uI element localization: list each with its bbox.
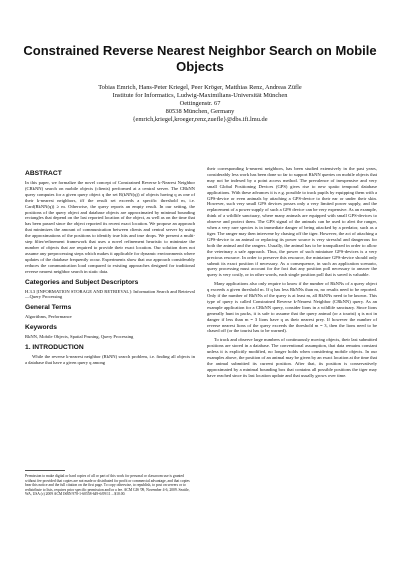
terms-text: Algorithms, Performance [25,314,72,320]
intro-heading: 1. INTRODUCTION [25,344,84,352]
intro-text: While the reverse k-nearest neighbor (RkNN) search problem, i.e. finding all objects in a database that have a given query q among [25,354,195,366]
author-names: Tobias Emrich, Hans-Peter Kriegel, Peer Kröger, Matthias Renz, Andreas Züfle [98,84,302,91]
street: Oettingenstr. 67 [179,100,221,107]
email: {emrich,kriegel,kroeger,renz,zuefle}@dbs.ifi.lmu.de [132,116,268,123]
institution: Institute for Informatics, Ludwig-Maximilians-Universität München [112,92,288,99]
copyright-footnote: Permission to make digital or hard copies of all or part of this work for personal or classroom use is granted without fee provided that copies are not made or distributed for profit or commercial advantage, and that copies bear this notice and the full citation on the first page. To copy otherwise, to republish, to post on servers or to redistribute to lists, requires prior specific permission and/or a fee. ACM GIS '09, November 4-6, 2009. Seattle, WA, USA (c) 2009 ACM ISBN 978-1-60558-649-6/09/11 ...$10.00. [25,474,190,497]
terms-heading: General Terms [25,304,72,312]
body-paragraph-2: Many applications also only require to know if the number of RkNNs of a query object q exceeds a given threshold m. If q has less RkNNs than m, no results need to be reported. Only if the number of RkNNs of the query is at least m, all RkNNs need to be known. This type of query is called Constrained Reverse k-Nearest Neighbor (CRkNN) query. As an example application for a CRkNN query, consider lions in a wildlife sanctuary. Since lions generally hunt in packs, it is safe to assume that the query animal (or a tourist) q is not in danger if less than m = 3 lions have q as their nearest prey. If however the number of reverse nearest lions of the query exceeds the threshold m = 3, then the lions need to be chased off (or the tourist has to be warned). [207,281,377,334]
body-paragraph-1: their corresponding k-nearest neighbors, has been studied extensively in the past years, considerably less work has been done so far to support RkNN queries on mobile objects that may not be indexed by a point access method. The prevalence of inexpensive and very small Global Positioning Devices (GPS) gives rise to new spatio temporal database applications. With these advances it is e.g. possible to track pupils by equipping them with a GPS-device or even animals by attaching a GPS-device to their ear or under their skin. However, such very small GPS devices posses only a very limited power supply, and the replacement of a power supply of such a GPS device can be very expensive. As an example, think of a wildlife sanctuary, where many animals are equipped with small GPS-devices to observe and protect them. The GPS signal of the animals can be used to alert the ranger, when a very rare species is in immediate danger of being attacked by a predator, such as a tiger. The ranger may then intervene by chasing off the tiger. However, the act of attaching a GPS-device to an animal or replacing its power source is very stressful and dangerous for both the animal and the rangers. Usually, the animal has to be tranquilized in order to allow the veterinary a safe approach. Thus, the power of such miniature GPS-devices is a very precious resource. In order to preserve this resource, the miniature GPS-device should only submit its exact position if necessary. As a consequence, in such an application scenario, query processing must account for the fact that any position poll necessary to answer the query is very costly, or in other words, each single position poll that is saved is valuable. [207,166,377,278]
city: 80538 München, Germany [165,108,235,115]
categories-text: H.3.3 [INFORMATION STORAGE AND RETRIEVAL]: Information Search and Retrieval—Query Processing [25,288,195,300]
categories-heading: Categories and Subject Descriptors [25,278,139,286]
paper-title: Constrained Reverse Nearest Neighbor Search on Mobile Objects [23,43,377,74]
author-block [20,84,380,124]
keywords-text: RkNN, Mobile Objects, Spatial Pruning, Query Processing [25,334,134,340]
footnote-rule [25,470,65,471]
left-column [25,166,195,369]
right-column [207,166,377,382]
keywords-heading: Keywords [25,324,57,332]
abstract-heading: ABSTRACT [25,170,62,177]
abstract-text: In this paper, we formalize the novel concept of Constrained Reverse k-Nearest Neighbor (CRkNN) search on mobile objects (clients) performed at a central server. The CRkNN query computes for a given query object q the set R(kNN(q)) of objects having q as one of their k-nearest neighbors, iff the result set exceeds a specific threshold m, i.e. Card(RkNN(q)) ≥ m. Otherwise, the query reports an empty result. In our setting, the positions of the query object and database objects are approximated by minimal bounding rectangles that depend on the last reported location of the object, as well as on the time that has been passed since the object reported its recent exact location. We propose an approach that minimizes the amount of communication between clients and central server by using the approximations of the positions to identify true hits and true drops. We present a multi-step filter/refinement framework that uses a novel refinement heuristic to minimize the number of objects that are required to provide their exact location. Our solution does not assume any preprocessing steps which makes it applicable for dynamic environments where updates of the database frequently occur. Experiments show that our approach considerably reduces the communication load compared to existing approaches designed for traditional reverse nearest neighbor search in static data. [25,180,195,274]
body-paragraph-3: To track and observe large numbers of continuously moving objects, their last submitted positions are stored in a database. The conventional assumption, that data remains constant unless it is explicitly modified, no longer holds when considering mobile objects. In our examples above, the position of an animal may be given by an exact location at the time that the animal submitted its current position. After that, its position is conservatively approximated by a minimal bounding box that contains all possible positions the tiger may have reached since its last location update and that usually grows over time. [207,337,377,378]
